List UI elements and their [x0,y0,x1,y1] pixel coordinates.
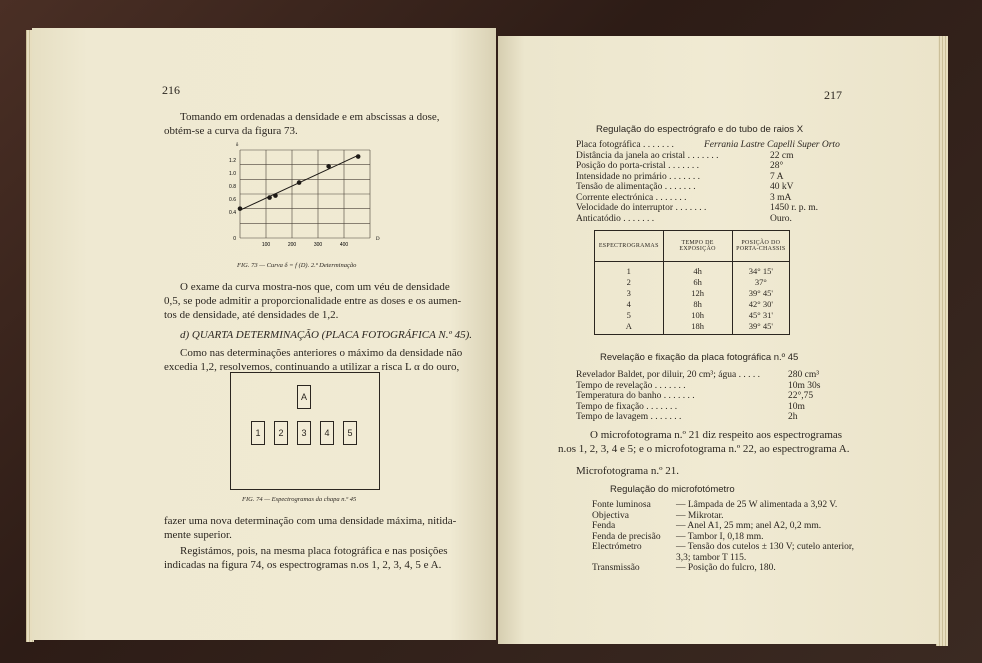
microfotograma-label: Microfotograma n.º 21. [576,465,679,477]
setting-label: Fonte luminosa [592,500,651,510]
paragraph-line: O exame da curva mostra-nos que, com um véu de densidade [180,281,450,293]
setting-label: Tempo de revelação . . . . . . . [576,380,686,391]
y-tick-label: 0.8 [229,183,236,190]
page-number-left: 216 [162,83,180,97]
data-point [326,164,331,169]
setting-value: — Posição do fulcro, 180. [676,563,776,573]
table-cell: 3 [595,287,664,298]
setting-label: Revelador Baldet, por diluir, 20 cm³; água . . . . . [576,370,760,380]
right-page [498,36,938,644]
y-tick-label: 0.4 [229,209,236,216]
setting-label: Intensidade no primário . . . . . . . [576,171,701,182]
table-row [595,262,790,277]
paragraph-line: Tomando em ordenadas a densidade e em abscissas a dose, [180,111,440,123]
setting-label: Objectiva [592,510,629,521]
setting-label: Tempo de fixação . . . . . . . [576,401,678,412]
table-row [595,320,790,335]
table-cell: 37° [732,276,789,287]
setting-label: Electrómetro [592,542,642,552]
setting-label: Fenda de precisão [592,531,661,542]
setting-label: Temperatura do banho . . . . . . . [576,391,695,401]
paragraph-line: indicadas na figura 74, os espectrogramas n.os 1, 2, 3, 4, 5 e A. [164,559,442,571]
table-cell: 18h [663,320,732,335]
table-cell: 5 [595,309,664,320]
setting-label: Tempo de lavagem . . . . . . . [576,412,682,422]
paragraph-line: fazer uma nova determinação com uma densidade máxima, nitida- [164,515,457,527]
setting-value: 22 cm [770,150,794,161]
paragraph-line: mente superior. [164,529,232,541]
setting-value: 280 cm³ [788,370,820,380]
paragraph-line: n.os 1, 2, 3, 4 e 5; e o microfotograma n.º 22, ao espectrograma A. [558,443,850,455]
figure-73-chart [222,140,382,252]
table-cell: 1 [595,262,664,277]
setting-value: — Lâmpada de 25 W alimentada a 3,92 V. [676,500,838,510]
paragraph-line: excedia 1,2, resolvemos, continuando a utilizar a risca L α do ouro, [164,361,460,373]
setting-label: Velocidade do interruptor . . . . . . . [576,203,707,213]
setting-value: 3 mA [770,192,792,203]
plate-slot-2: 2 [274,421,288,445]
plate-slot-4: 4 [320,421,334,445]
setting-value: — Tambor I, 0,18 mm. [676,531,764,542]
setting-value: Ferrania Lastre Capelli Super Orto [704,140,840,150]
paragraph-line: Como nas determinações anteriores o máximo da densidade não [180,347,463,359]
section-title-spectrograph: Regulação do espectrógrafo e do tubo de raios X [596,124,804,135]
setting-value: — Tensão dos cutelos ± 130 V; cutelo anterior, [676,542,855,552]
plate-slot-3: 3 [297,421,311,445]
paragraph-line: obtém-se a curva da figura 73. [164,125,298,137]
setting-value: — Mikrotar. [676,510,724,521]
table-cell: 45° 31' [732,309,789,320]
table-row [595,276,790,287]
setting-value: 3,3; tambor T 115. [676,552,747,563]
setting-value: 40 kV [770,182,794,192]
table-header: ESPECTROGRAMAS [595,231,664,262]
left-page [32,28,496,640]
data-point [238,206,243,211]
data-point [356,154,361,159]
paragraph-line: 0,5, se pode admitir a proporcionalidade entre as doses e os aumen- [164,295,462,307]
plate-slot-1: 1 [251,421,265,445]
data-point [273,193,278,198]
y-tick-label: 0 [233,236,236,242]
setting-label: Corrente electrónica . . . . . . . [576,192,687,203]
exposure-table [594,230,790,335]
table-cell: 2 [595,276,664,287]
data-point [267,195,272,200]
plate-slot-5: 5 [343,421,357,445]
figure-73-caption: FIG. 73 — Curva δ = f (D). 2.ª Determinação [237,262,357,269]
paragraph-line: Registámos, pois, na mesma placa fotográfica e nas posições [180,545,448,557]
y-axis-label: δ [236,143,239,148]
section-title-microphotometer: Regulação do microfotómetro [610,484,735,495]
setting-label: Posição do porta-cristal . . . . . . . [576,161,699,171]
x-tick-label: 100 [261,242,271,248]
table-cell: 6h [663,276,732,287]
setting-value: 7 A [770,171,784,182]
setting-value: Ouro. [770,213,792,224]
data-point [297,180,302,185]
table-header: POSIÇÃO DO PORTA-CHASSIS [732,231,789,262]
y-tick-label: 0.6 [229,196,236,203]
table-row [595,309,790,320]
table-cell: 8h [663,298,732,309]
setting-value: 22°,75 [788,391,814,401]
setting-value: 10m [788,401,805,412]
table-cell: A [595,320,664,335]
paragraph-line: tos de densidade, até densidades de 1,2. [164,309,339,321]
table-row [595,287,790,298]
x-tick-label: 200 [287,242,297,248]
setting-label: Distância da janela ao cristal . . . . . . . [576,150,719,161]
table-cell: 39° 45' [732,320,789,335]
table-cell: 4 [595,298,664,309]
setting-label: Fenda [592,521,616,531]
table-cell: 34° 15' [732,262,789,277]
table-cell: 39° 45' [732,287,789,298]
setting-value: 28° [770,161,784,171]
setting-label: Transmissão [592,563,640,573]
figure-74-caption: FIG. 74 — Espectrogramas da chapa n.º 45 [242,496,357,503]
x-axis-label: D [376,237,380,242]
paragraph-line: O microfotograma n.º 21 diz respeito aos espectrogramas [590,429,843,441]
setting-value: — Anel A1, 25 mm; anel A2, 0,2 mm. [676,521,822,531]
setting-label: Anticatódio . . . . . . . [576,213,655,224]
setting-value: 1450 r. p. m. [770,203,819,213]
y-tick-label: 1.0 [229,170,236,177]
table-cell: 4h [663,262,732,277]
section-title-development: Revelação e fixação da placa fotográfica n.º 45 [600,352,799,363]
table-header: TEMPO DE EXPOSIÇÃO [663,231,732,262]
x-tick-label: 400 [339,242,349,248]
setting-value: 10m 30s [788,380,821,391]
setting-label: Placa fotográfica . . . . . . . [576,140,674,150]
table-row [595,298,790,309]
x-tick-label: 300 [313,242,323,248]
table-cell: 10h [663,309,732,320]
table-cell: 12h [663,287,732,298]
plate-slot-a: A [297,385,311,409]
table-cell: 42° 30' [732,298,789,309]
figure-74-plate [230,372,380,490]
section-heading-d: d) QUARTA DETERMINAÇÃO (PLACA FOTOGRÁFICA N.º 45). [180,329,473,341]
setting-value: 2h [788,412,798,422]
page-number-right: 217 [824,88,842,102]
setting-label: Tensão de alimentação . . . . . . . [576,182,696,192]
y-tick-label: 1.2 [229,157,236,164]
